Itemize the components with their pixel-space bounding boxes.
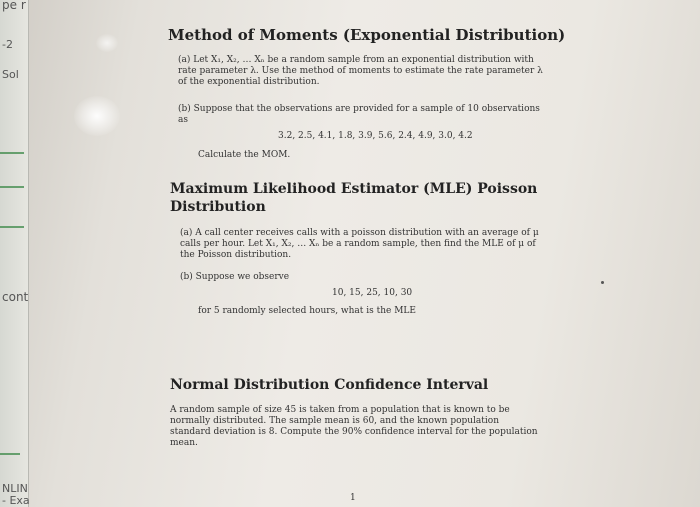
mle-part-b: (b) Suppose we observe: [180, 272, 290, 282]
section-title-mom: Method of Moments (Exponential Distribution): [168, 26, 566, 44]
mle-part-a: (a) A call center receives calls with a poisson distribution with an average of μ calls per hour. Let X₁, X₂, … Xₙ be a random sample, then find the MLE of μ of the Poisson distribution.: [180, 228, 539, 260]
section-title-mle: Maximum Likelihood Estimator (MLE) Poisson Distribution: [170, 181, 538, 215]
sidebar-label: Sol: [2, 68, 19, 81]
speck: [601, 281, 604, 284]
mom-data: 3.2, 2.5, 4.1, 1.8, 3.9, 5.6, 2.4, 4.9, 3.0, 4.2: [278, 131, 473, 141]
left-sidebar-strip: [0, 0, 29, 507]
sidebar-marker: [0, 186, 24, 188]
mle-question: for 5 randomly selected hours, what is the MLE: [198, 306, 416, 316]
sidebar-marker: [0, 226, 24, 228]
sidebar-label: pe r: [2, 0, 26, 12]
sidebar-marker: [0, 453, 20, 455]
sidebar-label: - Exa: [2, 494, 30, 507]
sidebar-label: cont: [2, 290, 29, 304]
mom-calc-instruction: Calculate the MOM.: [198, 150, 291, 160]
sidebar-marker: [0, 152, 24, 154]
ci-text: A random sample of size 45 is taken from a population that is known to be normally distributed. The sample mean is 60, and the known population standard deviation is 8. Compute the 90% confidence interval for the population mean.: [170, 405, 538, 448]
sidebar-label: NLIN: [2, 482, 28, 495]
mom-part-a: (a) Let X₁, X₂, … Xₙ be a random sample from an exponential distribution with rate parameter λ. Use the method of moments to estimate the rate parameter λ of the exponential distribution.: [178, 55, 543, 87]
light-glare: [96, 34, 118, 52]
light-glare: [74, 96, 120, 136]
section-title-ci: Normal Distribution Confidence Interval: [170, 377, 489, 393]
sidebar-label: -2: [2, 38, 13, 51]
mom-part-b: (b) Suppose that the observations are provided for a sample of 10 observations as: [178, 104, 540, 125]
mle-data: 10, 15, 25, 10, 30: [332, 288, 413, 298]
page-number: 1: [350, 493, 356, 503]
